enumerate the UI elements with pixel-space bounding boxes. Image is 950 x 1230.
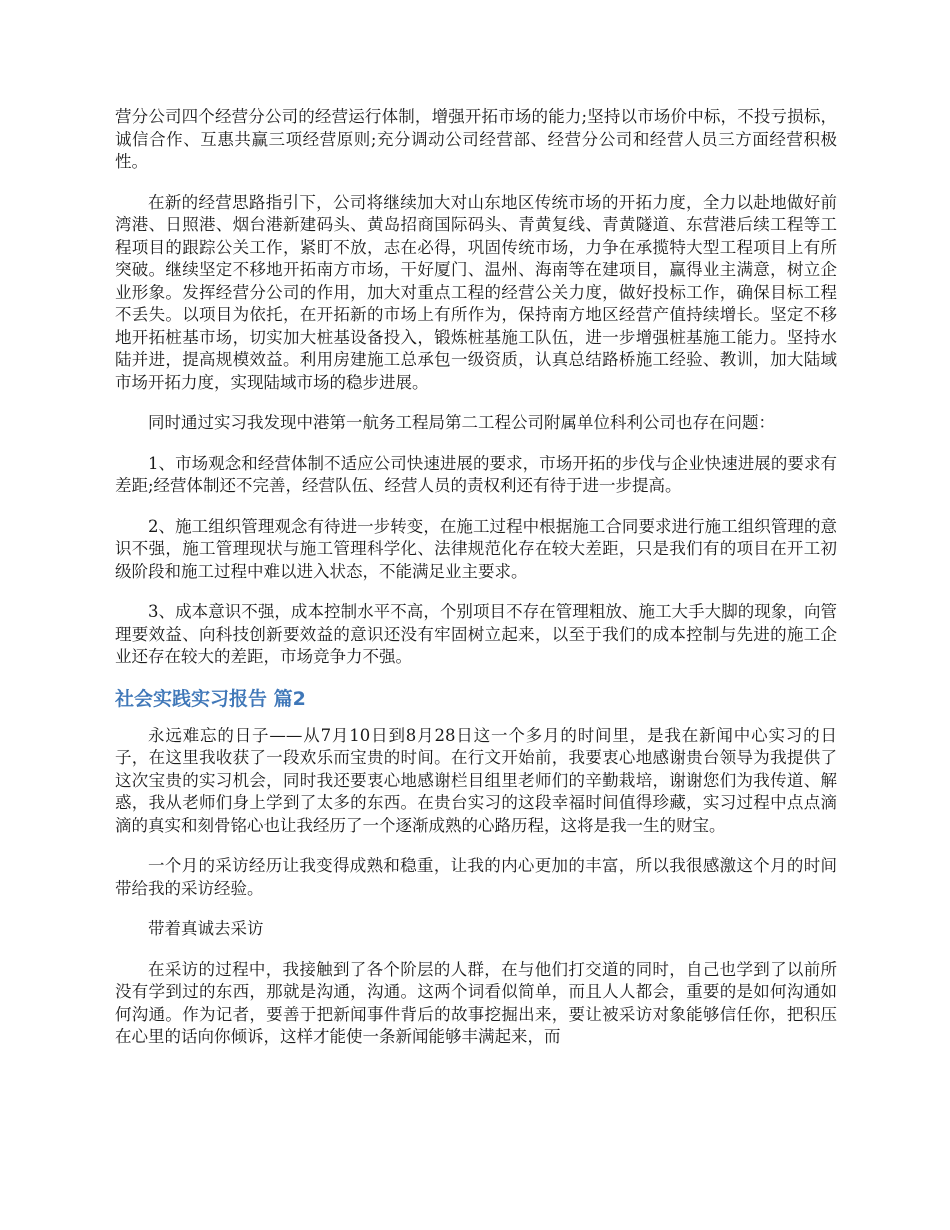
document-body: [115, 106, 837, 1067]
paragraph-continued: 营分公司四个经营分公司的经营运行体制，增强开拓市场的能力;坚持以市场价中标，不投亏损标，诚信合作、互惠共赢三项经营原则;充分调动公司经营部、经营分公司和经营人员三方面经营积极性。: [115, 107, 837, 171]
paragraph-interview: 在采访的过程中，我接触到了各个阶层的人群，在与他们打交道的同时，自己也学到了以前所没有学到过的东西，那就是沟通，沟通。这两个词看似简单，而且人人都会，重要的是如何沟通如何沟通。作为记者，要善于把新闻事件背后的故事挖掘出来，要让被采访对象能够信任你，把积压在心里的话向你倾诉，这样才能使一条新闻能够丰满起来，而: [115, 959, 837, 1046]
section-heading: 社会实践实习报告 篇2: [115, 687, 306, 710]
paragraph-problem-2: 2、施工组织管理观念有待进一步转变，在施工过程中根据施工合同要求进行施工组织管理的意识不强，施工管理现状与施工管理科学化、法律规范化存在较大差距，只是我们有的项目在开工初级阶段和施工过程中难以进入状态，不能满足业主要求。: [115, 516, 837, 581]
paragraph-strategy: 在新的经营思路指引下，公司将继续加大对山东地区传统市场的开拓力度，全力以赴地做好前湾港、日照港、烟台港新建码头、黄岛招商国际码头、青黄复线、青黄隧道、东营港后续工程等工程项目的跟踪公关工作，紧盯不放，志在必得，巩固传统市场，力争在承揽特大型工程项目上有所突破。继续坚定不移地开拓南方市场，干好厦门、温州、海南等在建项目，赢得业主满意，树立企业形象。发挥经营分公司的作用，加大对重点工程的经营公关力度，做好投标工作，确保目标工程不丢失。以项目为依托，在开拓新的市场上有所作为，保持南方地区经营产值持续增长。坚定不移地开拓桩基市场，切实加大桩基设备投入，锻炼桩基施工队伍，进一步增强桩基施工能力。坚持水陆并进，提高规模效益。利用房建施工总承包一级资质，认真总结路桥施工经验、教训，加大陆域市场开拓力度，实现陆域市场的稳步进展。: [115, 192, 837, 392]
paragraph-problems-intro: 同时通过实习我发现中港第一航务工程局第二工程公司附属单位科利公司也存在问题：: [148, 413, 775, 432]
paragraph-internship-intro: 永远难忘的日子——从7月10日到8月28日这一个多月的时间里，是我在新闻中心实习的日子，在这里我收获了一段欢乐而宝贵的时间。在行文开始前，我要衷心地感谢贵台领导为我提供了这次宝贵的实习机会，同时我还要衷心地感谢栏目组里老师们的辛勤栽培，谢谢您们为我传道、解惑，我从老师们身上学到了太多的东西。在贵台实习的这段幸福时间值得珍藏，实习过程中点点滴滴的真实和刻骨铭心也让我经历了一个逐渐成熟的心路历程，这将是我一生的财宝。: [115, 725, 837, 835]
paragraph-subheading: 带着真诚去采访: [148, 919, 264, 938]
paragraph-problem-1: 1、市场观念和经营体制不适应公司快速进展的要求，市场开拓的步伐与企业快速进展的要求有差距;经营体制还不完善，经营队伍、经营人员的责权利还有待于进一步提高。: [115, 453, 837, 495]
paragraph-experience: 一个月的采访经历让我变得成熟和稳重，让我的内心更加的丰富，所以我很感激这个月的时间带给我的采访经验。: [115, 856, 837, 898]
paragraph-problem-3: 3、成本意识不强，成本控制水平不高，个别项目不存在管理粗放、施工大手大脚的现象，向管理要效益、向科技创新要效益的意识还没有牢固树立起来，以至于我们的成本控制与先进的施工企业还存在较大的差距，市场竞争力不强。: [115, 602, 837, 666]
